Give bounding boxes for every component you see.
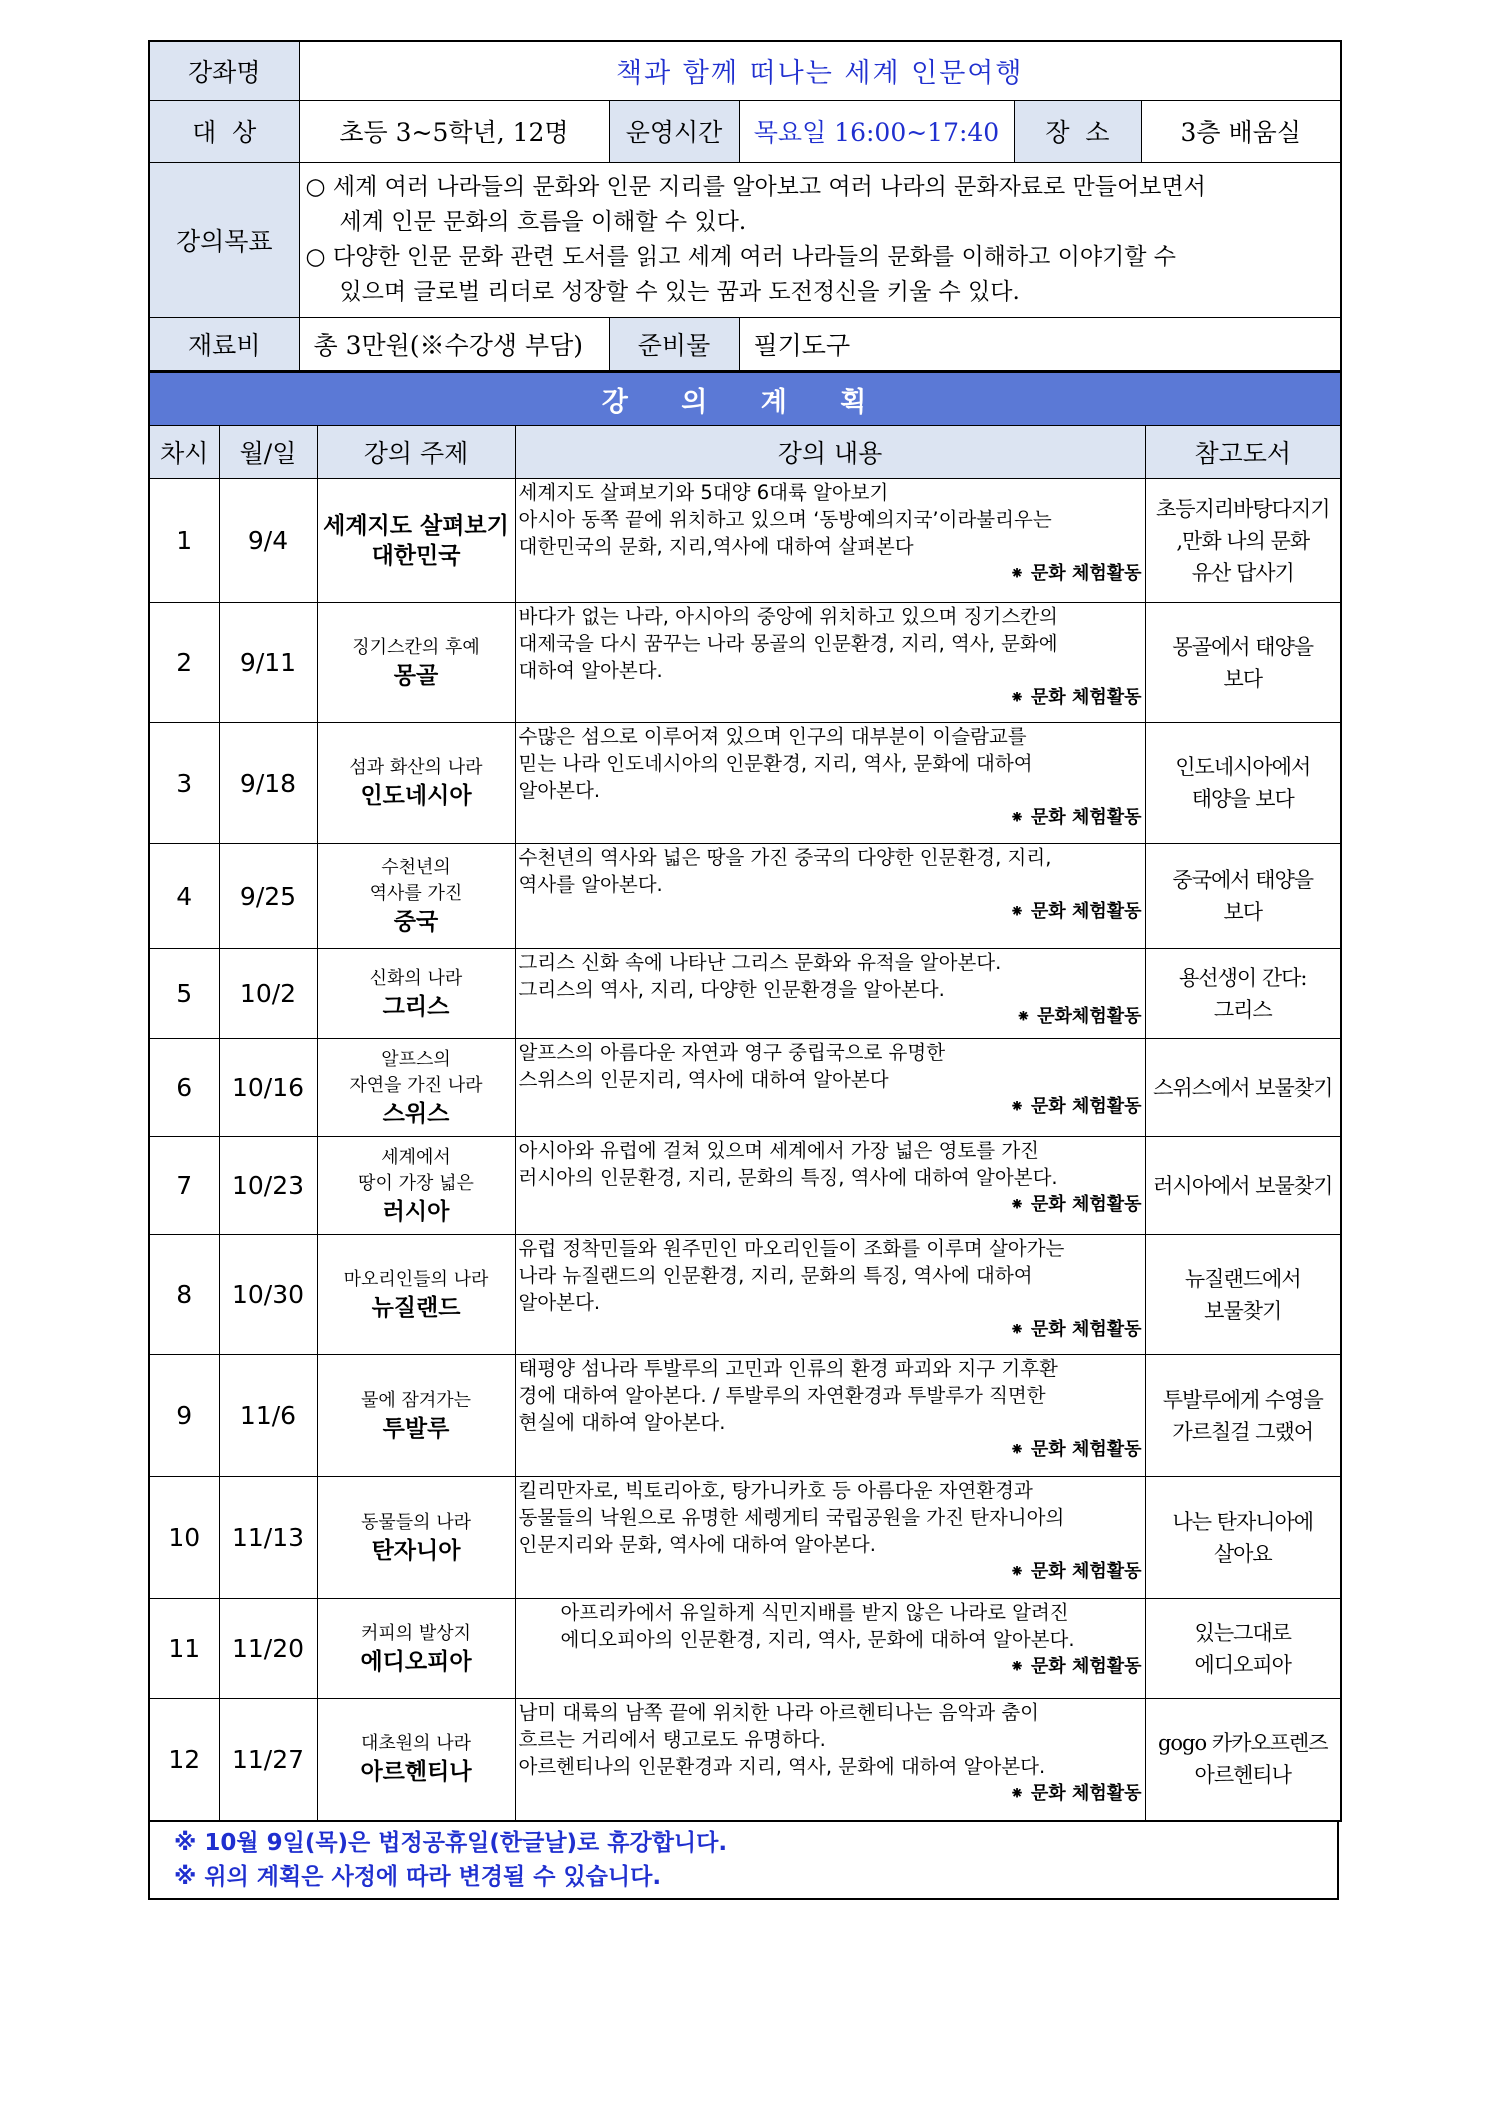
- session-row: [149, 844, 1341, 949]
- session-reference-book: 나는 탄자니아에 살아요: [1145, 1477, 1341, 1599]
- session-date: 10/16: [219, 1039, 317, 1137]
- content-line: 알아본다.: [518, 1291, 601, 1314]
- col-reference: 참고도서: [1145, 426, 1341, 479]
- activity-label: ⁕ 문화 체험활동: [1009, 1439, 1142, 1460]
- content-line: 남미 대륙의 남쪽 끝에 위치한 나라 아르헨티나는 음악과 춤이: [518, 1701, 1040, 1724]
- session-content: [515, 1137, 1145, 1235]
- activity-label: ⁕ 문화 체험활동: [1009, 563, 1142, 584]
- content-line: 아프리카에서 유일하게 식민지배를 받지 않은 나라로 알려진: [560, 1601, 1069, 1624]
- course-label: 강좌명: [149, 41, 299, 100]
- activity-label: ⁕ 문화 체험활동: [1009, 1194, 1142, 1215]
- col-topic: 강의 주제: [317, 426, 515, 479]
- goal-text: [299, 162, 1341, 317]
- session-date: 9/11: [219, 603, 317, 723]
- note-holiday: ※ 10월 9일(목)은 법정공휴일(한글날)로 휴강합니다.: [174, 1829, 728, 1856]
- column-header-row: [149, 426, 1341, 479]
- content-line: 역사를 알아본다.: [518, 873, 663, 896]
- topic-subtitle: 동물들의 나라: [360, 1511, 472, 1533]
- topic-country: 뉴질랜드: [371, 1294, 461, 1321]
- prep-label: 준비물: [609, 317, 739, 371]
- session-row: [149, 479, 1341, 603]
- note-change: ※ 위의 계획은 사정에 따라 변경될 수 있습니다.: [174, 1863, 662, 1890]
- content-line: 나라 뉴질랜드의 인문환경, 지리, 문화의 특징, 역사에 대하여: [518, 1264, 1033, 1287]
- session-row: [149, 949, 1341, 1039]
- session-content: [515, 844, 1145, 949]
- session-date: 11/20: [219, 1599, 317, 1699]
- session-date: 11/13: [219, 1477, 317, 1599]
- activity-label: ⁕ 문화 체험활동: [1009, 1561, 1142, 1582]
- activity-label: ⁕ 문화 체험활동: [1009, 687, 1142, 708]
- session-topic: [317, 1137, 515, 1235]
- session-number: 1: [149, 479, 219, 603]
- time-value: 목요일 16:00~17:40: [739, 100, 1014, 162]
- topic-subtitle: 대초원의 나라: [360, 1733, 472, 1755]
- content-line: 동물들의 낙원으로 유명한 세렝게티 국립공원을 가진 탄자니아의: [518, 1506, 1065, 1529]
- notes-box: [148, 1822, 1339, 1900]
- activity-label: ⁕ 문화 체험활동: [1009, 1783, 1142, 1804]
- fee-value: 총 3만원(※수강생 부담): [299, 317, 609, 371]
- session-content: [515, 1355, 1145, 1477]
- place-label: 장 소: [1014, 100, 1141, 162]
- session-topic: [317, 479, 515, 603]
- session-reference-book: 몽골에서 태양을 보다: [1145, 603, 1341, 723]
- prep-value: 필기도구: [739, 317, 1341, 371]
- session-reference-book: 중국에서 태양을 보다: [1145, 844, 1341, 949]
- topic-country: 그리스: [382, 993, 450, 1020]
- col-date: 월/일: [219, 426, 317, 479]
- topic-subtitle: 마오리인들의 나라: [343, 1268, 489, 1290]
- session-row: [149, 1235, 1341, 1355]
- topic-country: 아르헨티나: [360, 1759, 472, 1786]
- target-value: 초등 3~5학년, 12명: [299, 100, 609, 162]
- session-number: 4: [149, 844, 219, 949]
- goal-line: 세계 인문 문화의 흐름을 이해할 수 있다.: [339, 208, 747, 235]
- session-content: [515, 603, 1145, 723]
- col-session: 차시: [149, 426, 219, 479]
- goal-label: 강의목표: [149, 162, 299, 317]
- content-line: 러시아의 인문환경, 지리, 문화의 특징, 역사에 대하여 알아본다.: [518, 1166, 1058, 1189]
- session-topic: [317, 1699, 515, 1821]
- session-content: [515, 1599, 1145, 1699]
- content-line: 아시아와 유럽에 걸쳐 있으며 세계에서 가장 넓은 영토를 가진: [518, 1139, 1040, 1162]
- content-line: 수많은 섬으로 이루어져 있으며 인구의 대부분이 이슬람교를: [518, 725, 1027, 748]
- topic-country: 세계지도 살펴보기 대한민국: [323, 512, 509, 569]
- session-reference-book: 초등지리바탕다지기 ,만화 나의 문화 유산 답사기: [1145, 479, 1341, 603]
- target-label: 대 상: [149, 100, 299, 162]
- session-rows: [149, 479, 1341, 1821]
- col-content: 강의 내용: [515, 426, 1145, 479]
- session-reference-book: 인도네시아에서 태양을 보다: [1145, 723, 1341, 844]
- topic-country: 투발루: [382, 1415, 450, 1442]
- content-line: 에디오피아의 인문환경, 지리, 역사, 문화에 대하여 알아본다.: [560, 1628, 1075, 1651]
- plan-table: [148, 372, 1342, 1822]
- activity-label: ⁕ 문화 체험활동: [1009, 807, 1142, 828]
- session-content: [515, 1699, 1145, 1821]
- session-topic: [317, 1039, 515, 1137]
- activity-label: ⁕ 문화 체험활동: [1009, 1096, 1142, 1117]
- session-reference-book: 러시아에서 보물찾기: [1145, 1137, 1341, 1235]
- session-reference-book: gogo 카카오프렌즈 아르헨티나: [1145, 1699, 1341, 1821]
- topic-subtitle: 수천년의 역사를 가진: [369, 857, 463, 904]
- content-line: 대하여 알아본다.: [518, 659, 663, 682]
- session-content: [515, 479, 1145, 603]
- session-reference-book: 있는그대로 에디오피아: [1145, 1599, 1341, 1699]
- fee-label: 재료비: [149, 317, 299, 371]
- place-value: 3층 배움실: [1141, 100, 1341, 162]
- topic-subtitle: 신화의 나라: [369, 967, 463, 989]
- topic-subtitle: 징기스칸의 후예: [352, 636, 480, 658]
- session-topic: [317, 844, 515, 949]
- session-content: [515, 723, 1145, 844]
- session-date: 10/23: [219, 1137, 317, 1235]
- topic-country: 인도네시아: [360, 783, 472, 809]
- activity-label: ⁕ 문화체험활동: [1015, 1006, 1142, 1027]
- content-line: 유럽 정착민들와 원주민인 마오리인들이 조화를 이루며 살아가는: [518, 1237, 1065, 1260]
- content-line: 아르헨티나의 인문환경과 지리, 역사, 문화에 대하여 알아본다.: [518, 1755, 1046, 1778]
- info-table: [148, 40, 1342, 372]
- session-row: [149, 1355, 1341, 1477]
- session-number: 10: [149, 1477, 219, 1599]
- content-line: 인문지리와 문화, 역사에 대하여 알아본다.: [518, 1533, 876, 1556]
- activity-label: ⁕ 문화 체험활동: [1009, 901, 1142, 922]
- goal-line: ○ 세계 여러 나라들의 문화와 인문 지리를 알아보고 여러 나라의 문화자료로 만들어보면서: [305, 173, 1206, 200]
- content-line: 믿는 나라 인도네시아의 인문환경, 지리, 역사, 문화에 대하여: [518, 752, 1033, 775]
- session-reference-book: 뉴질랜드에서 보물찾기: [1145, 1235, 1341, 1355]
- content-line: 그리스의 역사, 지리, 다양한 인문환경을 알아본다.: [518, 978, 945, 1001]
- session-content: [515, 1039, 1145, 1137]
- content-line: 수천년의 역사와 넓은 땅을 가진 중국의 다양한 인문환경, 지리,: [518, 846, 1052, 869]
- session-date: 11/27: [219, 1699, 317, 1821]
- session-row: [149, 1599, 1341, 1699]
- course-title: 책과 함께 떠나는 세계 인문여행: [299, 41, 1341, 100]
- goal-line: 있으며 글로벌 리더로 성장할 수 있는 꿈과 도전정신을 키울 수 있다.: [339, 278, 1020, 305]
- session-row: [149, 1699, 1341, 1821]
- session-number: 7: [149, 1137, 219, 1235]
- session-topic: [317, 1235, 515, 1355]
- session-date: 10/30: [219, 1235, 317, 1355]
- session-reference-book: 용선생이 간다: 그리스: [1145, 949, 1341, 1039]
- session-content: [515, 1477, 1145, 1599]
- topic-subtitle: 섬과 화산의 나라: [349, 757, 483, 778]
- session-content: [515, 1235, 1145, 1355]
- session-number: 12: [149, 1699, 219, 1821]
- session-date: 9/4: [219, 479, 317, 603]
- session-topic: [317, 1599, 515, 1699]
- session-number: 3: [149, 723, 219, 844]
- session-topic: [317, 603, 515, 723]
- session-content: [515, 949, 1145, 1039]
- topic-subtitle: 세계에서 땅이 가장 넓은: [358, 1146, 474, 1194]
- session-reference-book: 투발루에게 수영을 가르칠걸 그랬어: [1145, 1355, 1341, 1477]
- topic-subtitle: 알프스의 자연을 가진 나라: [349, 1048, 483, 1096]
- session-number: 11: [149, 1599, 219, 1699]
- topic-country: 탄자니아: [371, 1537, 461, 1564]
- topic-country: 스위스: [382, 1100, 450, 1127]
- session-number: 9: [149, 1355, 219, 1477]
- session-date: 9/25: [219, 844, 317, 949]
- content-line: 알아본다.: [518, 779, 601, 802]
- topic-country: 러시아: [382, 1198, 450, 1225]
- content-line: 알프스의 아름다운 자연과 영구 중립국으로 유명한: [518, 1041, 946, 1064]
- content-line: 흐르는 거리에서 탱고로도 유명하다.: [518, 1728, 826, 1751]
- session-number: 8: [149, 1235, 219, 1355]
- activity-label: ⁕ 문화 체험활동: [1009, 1319, 1142, 1340]
- session-date: 9/18: [219, 723, 317, 844]
- session-row: [149, 1477, 1341, 1599]
- content-line: 현실에 대하여 알아본다.: [518, 1411, 726, 1434]
- topic-country: 에디오피아: [360, 1648, 472, 1675]
- session-topic: [317, 1477, 515, 1599]
- session-topic: [317, 1355, 515, 1477]
- session-number: 2: [149, 603, 219, 723]
- topic-country: 몽골: [393, 662, 439, 689]
- session-row: [149, 1137, 1341, 1235]
- session-reference-book: 스위스에서 보물찾기: [1145, 1039, 1341, 1137]
- content-line: 세계지도 살펴보기와 5대양 6대륙 알아보기: [518, 481, 889, 504]
- topic-subtitle: 물에 잠겨가는: [360, 1389, 472, 1411]
- session-date: 10/2: [219, 949, 317, 1039]
- session-topic: [317, 723, 515, 844]
- session-number: 5: [149, 949, 219, 1039]
- session-row: [149, 1039, 1341, 1137]
- session-number: 6: [149, 1039, 219, 1137]
- session-date: 11/6: [219, 1355, 317, 1477]
- activity-label: ⁕ 문화 체험활동: [1009, 1656, 1142, 1677]
- session-topic: [317, 949, 515, 1039]
- session-row: [149, 603, 1341, 723]
- content-line: 킬리만자로, 빅토리아호, 탕가니카호 등 아름다운 자연환경과: [518, 1479, 1033, 1502]
- goal-line: ○ 다양한 인문 문화 관련 도서를 읽고 세계 여러 나라들의 문화를 이해하고 이야기할 수: [305, 243, 1177, 270]
- session-row: [149, 723, 1341, 844]
- content-line: 스위스의 인문지리, 역사에 대하여 알아본다: [518, 1068, 889, 1091]
- content-line: 바다가 없는 나라, 아시아의 중앙에 위치하고 있으며 징기스칸의: [518, 605, 1058, 628]
- topic-country: 중국: [393, 909, 439, 935]
- document-sheet: [148, 40, 1340, 1900]
- topic-subtitle: 커피의 발상지: [360, 1622, 472, 1644]
- plan-title: 강 의 계 획: [149, 373, 1341, 426]
- content-line: 그리스 신화 속에 나타난 그리스 문화와 유적을 알아본다.: [518, 951, 1002, 974]
- content-line: 아시아 동쪽 끝에 위치하고 있으며 ‘동방예의지국’이라불리우는: [518, 508, 1052, 531]
- content-line: 경에 대하여 알아본다. / 투발루의 자연환경과 투발루가 직면한: [518, 1384, 1046, 1407]
- content-line: 대제국을 다시 꿈꾸는 나라 몽골의 인문환경, 지리, 역사, 문화에: [518, 632, 1058, 655]
- content-line: 태평양 섬나라 투발루의 고민과 인류의 환경 파괴와 지구 기후환: [518, 1357, 1058, 1380]
- content-line: 대한민국의 문화, 지리,역사에 대하여 살펴본다: [518, 535, 914, 558]
- time-label: 운영시간: [609, 100, 739, 162]
